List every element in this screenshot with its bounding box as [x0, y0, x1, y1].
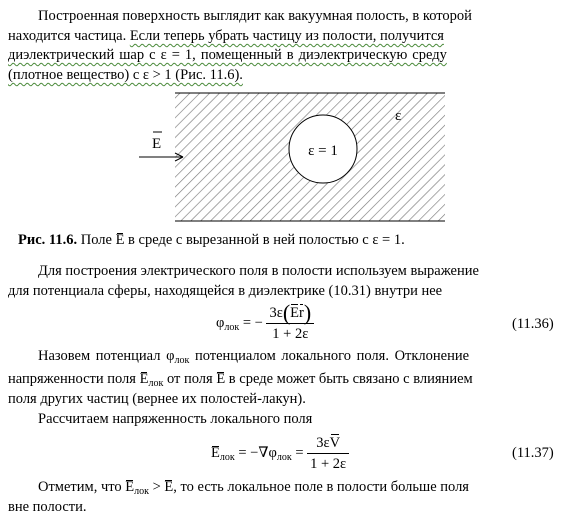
para5-line1 — [38, 479, 469, 497]
eq1137-numerator — [307, 433, 349, 454]
para3-line3: поля других частиц (вернее их полостей-лакун). — [8, 391, 306, 407]
para1-line2-plain: находится частица. — [8, 28, 130, 44]
caption-prefix: Рис. 11.6. — [18, 232, 78, 248]
para5-vec-e-lok: E — [125, 479, 135, 495]
para1-line4: (плотное вещество) с ε > 1 (Рис. 11.6). — [8, 67, 243, 83]
para3-line2 — [8, 371, 473, 389]
field-arrow — [139, 153, 183, 161]
para2-line1: Для построения электрического поля в полости используем выражение — [38, 263, 479, 279]
eq1136-phi: φ — [216, 314, 225, 331]
cavity-label: ε = 1 — [308, 143, 338, 159]
para3-a: Назовем потенциал — [38, 348, 167, 364]
para3-vec-e: E — [216, 371, 226, 387]
eq1136-number: (11.36) — [512, 316, 554, 332]
caption-vector-e: E — [115, 232, 125, 248]
para4-line1: Рассчитаем напряженность локального поля — [38, 411, 313, 427]
eq1136-equals: = − — [239, 314, 263, 331]
medium-label: ε — [395, 108, 402, 124]
eq1136-vec-r: r — [299, 305, 304, 321]
eq1136-numerator: 3ε(Er) — [266, 303, 314, 324]
para3-phi-sub: лок — [174, 355, 190, 366]
cavity-diagram — [145, 88, 445, 228]
para3-line2-c: в среде может быть связано с влиянием — [225, 371, 473, 387]
caption-text-1: Поле — [80, 232, 112, 248]
eq1137-num-coef: 3ε — [316, 435, 330, 451]
eq1136-fraction — [266, 300, 314, 344]
para2-line2: для потенциала сферы, находящейся в диэлектрике (10.31) внутри нее — [8, 283, 443, 299]
para1-line3: диэлектрический шар с ε = 1, помещенный в диэлектрическую среду — [8, 47, 447, 63]
para3-b: потенциалом локального поля. Отклонение — [189, 348, 470, 364]
eq1137-equals: = — [291, 444, 308, 461]
para1-line2-underlined: Если теперь убрать частицу из полости, получится — [129, 28, 444, 44]
eq1137-grad-phi: = −∇φ — [234, 444, 277, 461]
para3-line2-a: напряженности поля — [8, 371, 140, 387]
eq1137-vec-v: V — [329, 435, 341, 451]
para3-line1 — [38, 348, 469, 366]
para3-vec-e-lok-sub: лок — [148, 378, 164, 389]
eq1136-phi-sub: лок — [224, 321, 240, 333]
figure-caption — [18, 232, 405, 249]
equation-11-36 — [216, 300, 314, 344]
para5-line2: вне полости. — [8, 499, 87, 515]
equation-11-37 — [211, 433, 349, 474]
eq1137-vec-e-sub: лок — [219, 451, 235, 463]
eq1136-denominator: 1 + 2ε — [272, 326, 309, 342]
para5-vec-e-lok-sub: лок — [134, 486, 149, 497]
eq1136-num-coef: 3ε — [269, 305, 283, 321]
para5-gt: > — [148, 479, 165, 495]
para1-line2 — [8, 28, 444, 45]
eq1137-number: (11.37) — [512, 445, 554, 461]
para5-b: , то есть локальное поле в полости больше поля — [173, 479, 469, 495]
eq1136-vec-e: E — [290, 305, 299, 321]
para1-line1: Построенная поверхность выглядит как вакуумная полость, в которой — [38, 8, 472, 24]
eq1137-fraction — [307, 433, 349, 474]
para3-line2-b: от поля — [163, 371, 217, 387]
para3-vec-e-lok: E — [139, 371, 149, 387]
eq1137-vec-e: E — [211, 444, 220, 461]
para5-vec-e: E — [164, 479, 174, 495]
eq1137-grad-phi-sub: лок — [276, 451, 292, 463]
para3-phi: φ — [166, 348, 175, 364]
field-label: E — [152, 136, 162, 152]
eq1137-denominator: 1 + 2ε — [310, 456, 347, 472]
para5-a: Отметим, что — [38, 479, 126, 495]
caption-text-2: в среде с вырезанной в ней полостью с ε = 1. — [124, 232, 405, 248]
